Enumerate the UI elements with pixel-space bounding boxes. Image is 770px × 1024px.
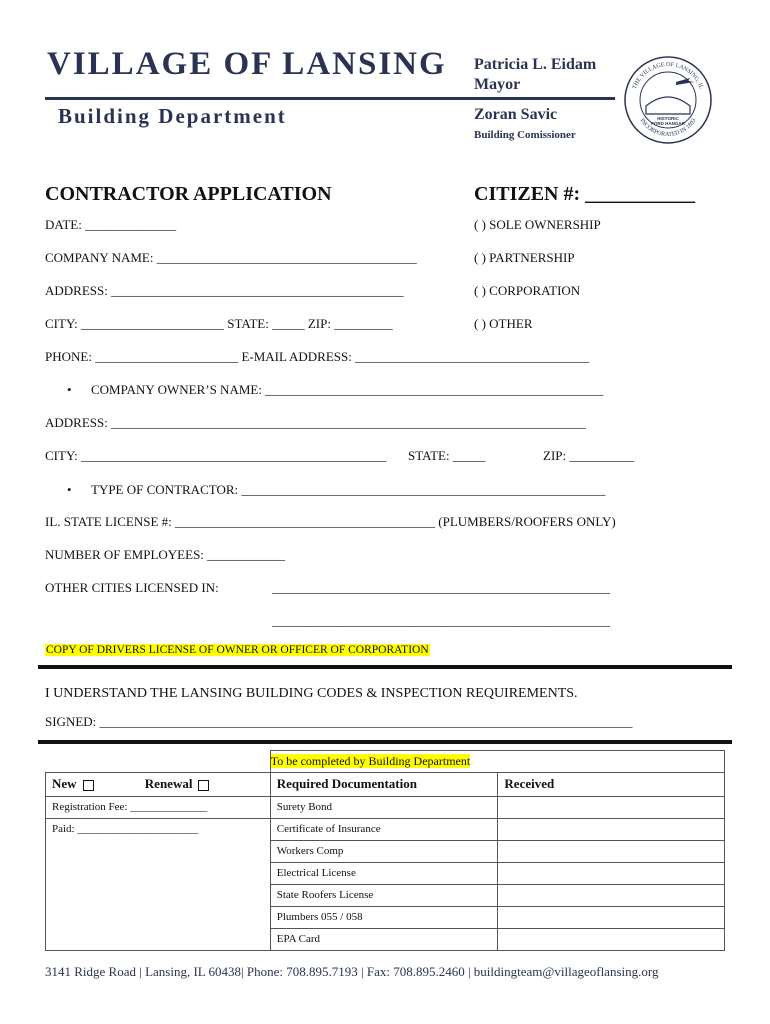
hangar-icon bbox=[646, 97, 690, 114]
seal-top-text: THE VILLAGE OF LANSING, IL bbox=[631, 61, 705, 91]
received-cell[interactable] bbox=[498, 796, 725, 818]
received-cell[interactable] bbox=[498, 840, 725, 862]
other-option[interactable]: ( ) OTHER bbox=[474, 316, 533, 331]
understand-statement: I UNDERSTAND THE LANSING BUILDING CODES & INSPECTION REQUIREMENTS. bbox=[45, 686, 578, 701]
village-name: VILLAGE OF LANSING bbox=[47, 46, 447, 82]
signature-field[interactable]: SIGNED: __________________________________________________________________________________ bbox=[45, 714, 633, 729]
bullet-icon: • bbox=[67, 382, 72, 397]
owner-name-field[interactable]: COMPANY OWNER’S NAME: ____________________________________________________ bbox=[91, 382, 604, 397]
document-item: State Roofers License bbox=[270, 884, 498, 906]
registration-fee-field[interactable]: Registration Fee: ______________ bbox=[46, 796, 271, 818]
renewal-checkbox[interactable] bbox=[198, 780, 209, 791]
commissioner-title: Building Comissioner bbox=[474, 129, 576, 141]
other-cities-line-2[interactable]: ____________________________________________________ bbox=[272, 613, 610, 628]
date-field[interactable]: DATE: ______________ bbox=[45, 217, 177, 232]
received-cell[interactable] bbox=[498, 862, 725, 884]
bullet-icon: • bbox=[67, 482, 72, 497]
document-item: Certificate of Insurance bbox=[270, 818, 498, 840]
partnership-option[interactable]: ( ) PARTNERSHIP bbox=[474, 250, 575, 265]
footer-contact: 3141 Ridge Road | Lansing, IL 60438| Phone: 708.895.7193 | Fax: 708.895.2460 | buildingteam@villageoflansing.org bbox=[45, 964, 659, 979]
seal-bottom-text: INCORPORATED IN 1893 bbox=[638, 117, 698, 139]
received-cell[interactable] bbox=[498, 818, 725, 840]
contractor-type-field[interactable]: TYPE OF CONTRACTOR: ________________________________________________________ bbox=[91, 482, 606, 497]
department-table bbox=[45, 750, 725, 951]
form-title: CONTRACTOR APPLICATION bbox=[45, 183, 332, 205]
other-cities-line-1[interactable]: ____________________________________________________ bbox=[272, 580, 610, 595]
state-license-field[interactable]: IL. STATE LICENSE #: ________________________________________ (PLUMBERS/ROOFERS ONLY) bbox=[45, 514, 616, 529]
document-item: EPA Card bbox=[270, 928, 498, 950]
owner-state-field[interactable]: STATE: _____ bbox=[408, 448, 486, 463]
divider-rule bbox=[38, 665, 732, 669]
renewal-label: Renewal bbox=[144, 776, 193, 791]
sole-ownership-option[interactable]: ( ) SOLE OWNERSHIP bbox=[474, 217, 601, 232]
svg-text:THE VILLAGE OF LANSING, IL bbox=[632, 62, 704, 90]
seal-center-text-2: FORD HANGAR bbox=[651, 121, 685, 126]
mayor-title: Mayor bbox=[474, 76, 521, 93]
paid-field[interactable]: Paid: ______________________ bbox=[46, 818, 271, 840]
divider-rule bbox=[38, 740, 732, 744]
received-cell[interactable] bbox=[498, 906, 725, 928]
owner-zip-field[interactable]: ZIP: __________ bbox=[543, 448, 635, 463]
mayor-name: Patricia L. Eidam bbox=[474, 56, 597, 73]
other-cities-label: OTHER CITIES LICENSED IN: bbox=[45, 580, 219, 595]
mayor-block bbox=[474, 55, 596, 95]
new-label: New bbox=[52, 776, 77, 791]
company-name-field[interactable]: COMPANY NAME: ________________________________________ bbox=[45, 250, 417, 265]
document-item: Electrical License bbox=[270, 862, 498, 884]
drivers-license-note: COPY OF DRIVERS LICENSE OF OWNER OR OFFICER OF CORPORATION bbox=[46, 644, 429, 656]
commissioner-name: Zoran Savic bbox=[474, 106, 558, 123]
department-name: Building Department bbox=[58, 104, 287, 128]
address-field[interactable]: ADDRESS: _____________________________________________ bbox=[45, 283, 404, 298]
required-documentation-header: Required Documentation bbox=[270, 772, 498, 796]
owner-city-field[interactable]: CITY: _______________________________________________ bbox=[45, 448, 387, 463]
document-item: Surety Bond bbox=[270, 796, 498, 818]
received-cell[interactable] bbox=[498, 928, 725, 950]
received-cell[interactable] bbox=[498, 884, 725, 906]
employees-field[interactable]: NUMBER OF EMPLOYEES: ____________ bbox=[45, 547, 286, 562]
department-banner: To be completed by Building Department bbox=[270, 753, 471, 768]
corporation-option[interactable]: ( ) CORPORATION bbox=[474, 283, 581, 298]
village-seal bbox=[624, 44, 712, 156]
header-rule bbox=[45, 97, 615, 100]
seal-center-text-1: HISTORIC bbox=[657, 116, 679, 121]
citizen-number-field[interactable]: CITIZEN #: ___________ bbox=[474, 183, 696, 205]
received-header: Received bbox=[498, 772, 725, 796]
document-item: Plumbers 055 / 058 bbox=[270, 906, 498, 928]
phone-email-field[interactable]: PHONE: ______________________ E-MAIL ADDRESS: ____________________________________ bbox=[45, 349, 590, 364]
new-checkbox[interactable] bbox=[83, 780, 94, 791]
commissioner-block bbox=[474, 105, 576, 145]
city-state-zip-field[interactable]: CITY: ______________________ STATE: _____ ZIP: _________ bbox=[45, 316, 393, 331]
owner-address-field[interactable]: ADDRESS: _________________________________________________________________________ bbox=[45, 415, 586, 430]
document-item: Workers Comp bbox=[270, 840, 498, 862]
